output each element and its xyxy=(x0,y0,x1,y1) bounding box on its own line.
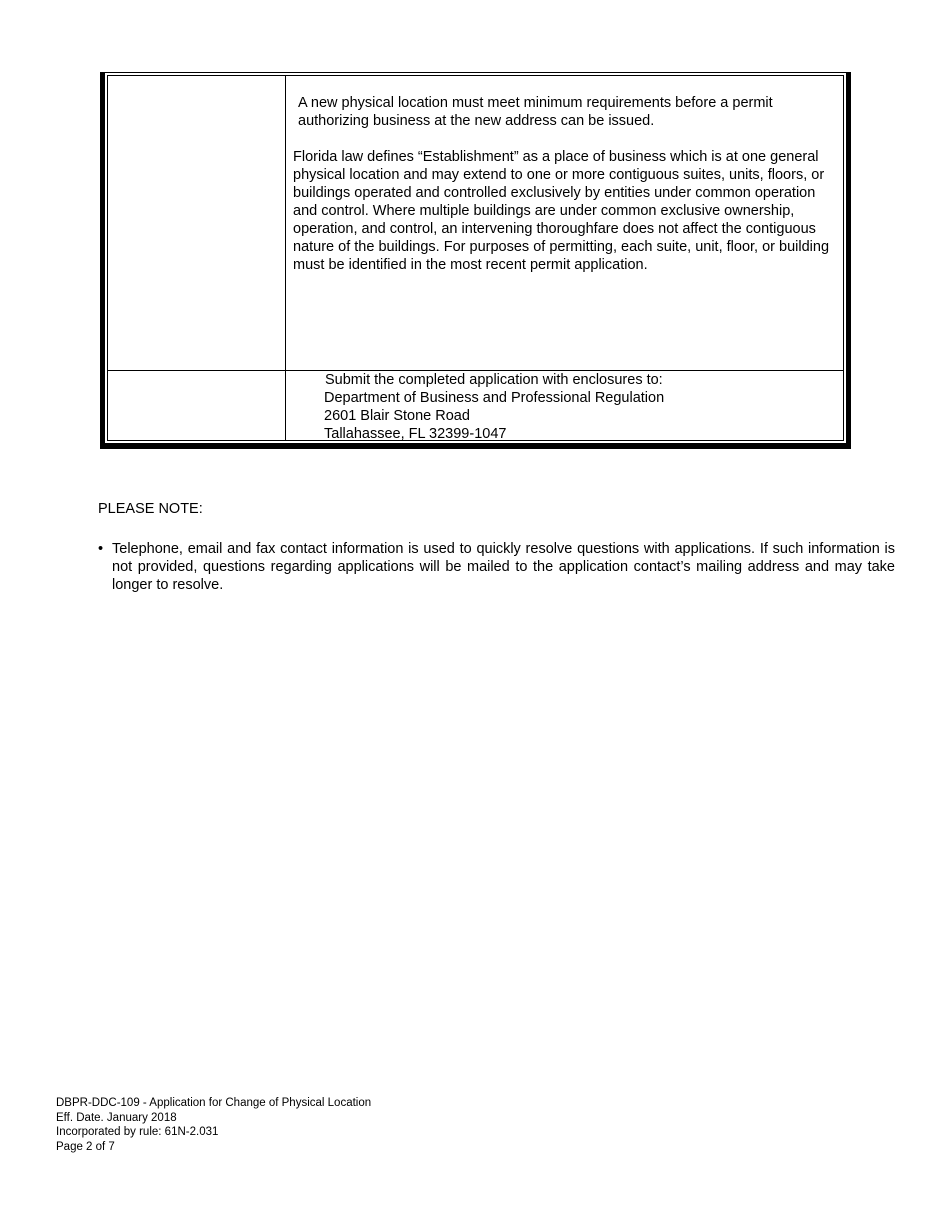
bullet-icon: • xyxy=(98,541,104,557)
page-footer xyxy=(56,1096,371,1154)
rule-reference: Incorporated by rule: 61N-2.031 xyxy=(56,1126,219,1138)
requirements-paragraph: A new physical location must meet minimum requirements before a permit authorizing business at the new address can be issued. xyxy=(298,95,773,129)
city-state-zip: Tallahassee, FL 32399-1047 xyxy=(324,426,507,442)
note-list xyxy=(98,540,895,594)
list-item xyxy=(98,540,895,594)
table-inner-border xyxy=(107,75,844,441)
establishment-definition-paragraph: Florida law defines “Establishment” as a place of business which is at one general physical location and may extend to one or more contiguous suites, units, floors, or buildings operated and controlled exclusively by entities under common operation and control. Where multiple buildings are under common exclusive ownership, operation, and control, an intervening thoroughfare does not affect the contiguous nature of the buildings. For purposes of permitting, each suite, unit, floor, or building must be identified in the most recent permit application. xyxy=(293,149,830,273)
department-name: Department of Business and Professional Regulation xyxy=(324,390,665,406)
please-note-heading: PLEASE NOTE: xyxy=(98,501,203,517)
street-address: 2601 Blair Stone Road xyxy=(324,408,470,424)
column-divider xyxy=(285,76,286,440)
form-table xyxy=(100,72,851,449)
submission-address-block xyxy=(324,371,664,443)
contact-info-note: Telephone, email and fax contact information is used to quickly resolve questions with applications. If such information is not provided, questions regarding applications will be mailed to the application contact’s mailing address and may take longer to resolve. xyxy=(112,541,895,593)
form-id: DBPR-DDC-109 - Application for Change of Physical Location xyxy=(56,1097,372,1109)
effective-date: Eff. Date. January 2018 xyxy=(56,1111,177,1124)
submit-instruction: Submit the completed application with enclosures to: xyxy=(325,372,663,388)
page-number: Page 2 of 7 xyxy=(56,1140,115,1153)
